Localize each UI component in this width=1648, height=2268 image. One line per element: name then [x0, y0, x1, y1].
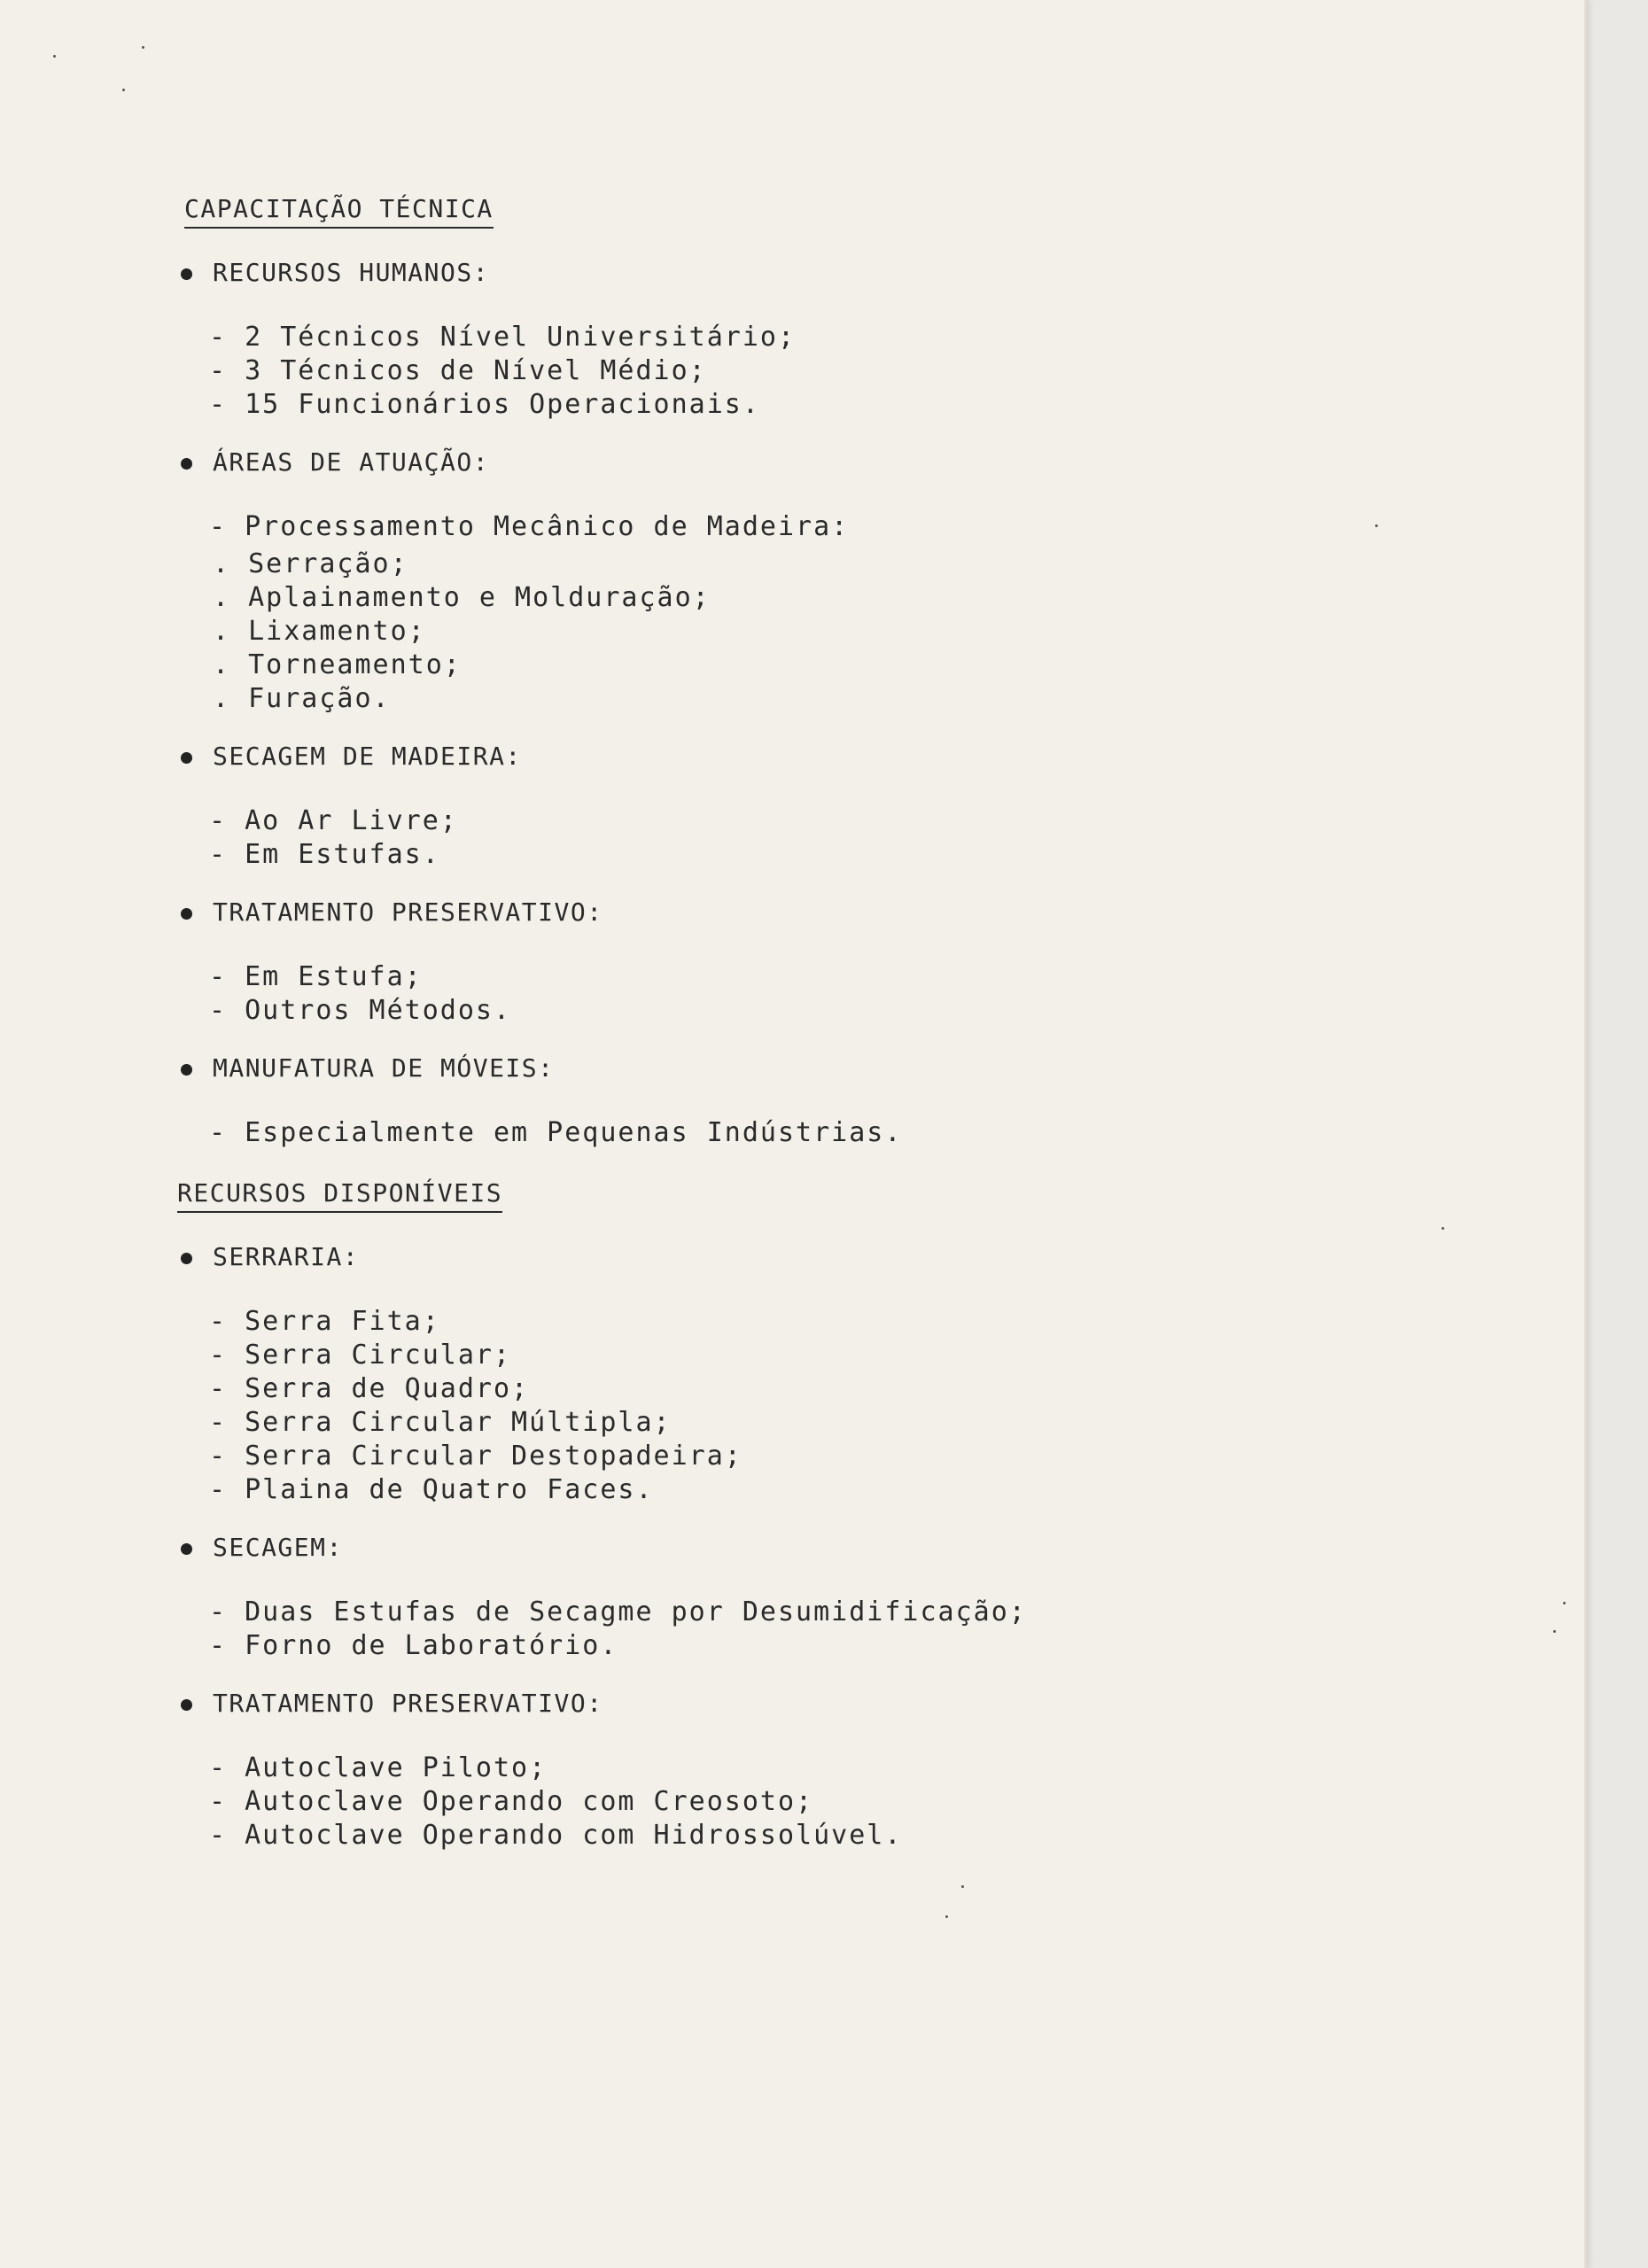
- list-item: - Serra Fita;: [209, 1305, 1418, 1339]
- page-edge: [1584, 0, 1588, 2268]
- list-item: - Processamento Mecânico de Madeira:: [209, 510, 1418, 544]
- group-title: SECAGEM DE MADEIRA:: [177, 739, 1418, 774]
- group-title: MANUFATURA DE MÓVEIS:: [177, 1051, 1418, 1086]
- group-title: RECURSOS HUMANOS:: [177, 255, 1418, 291]
- group-tratamento-preservativo-recursos: [177, 1686, 1418, 1852]
- sub-list-item: . Lixamento;: [213, 615, 1418, 649]
- item-list: [177, 1116, 1418, 1150]
- group-title: SERRARIA:: [177, 1239, 1418, 1275]
- list-item: - Serra Circular Múltipla;: [209, 1406, 1418, 1440]
- item-list: [177, 321, 1418, 422]
- item-list: [177, 804, 1418, 872]
- list-item: - Ao Ar Livre;: [209, 804, 1418, 838]
- item-list: [177, 960, 1418, 1028]
- group-areas-de-atuacao: [177, 445, 1418, 716]
- list-item: - Plaina de Quatro Faces.: [209, 1473, 1418, 1507]
- group-serraria: [177, 1239, 1418, 1507]
- section-capacitacao-tecnica: [177, 193, 1418, 1150]
- list-item: - Serra de Quadro;: [209, 1372, 1418, 1406]
- list-item: - Autoclave Piloto;: [209, 1751, 1418, 1785]
- list-item: - Especialmente em Pequenas Indústrias.: [209, 1116, 1418, 1150]
- list-item: - 15 Funcionários Operacionais.: [209, 388, 1418, 422]
- scan-speck: [1553, 1630, 1556, 1633]
- list-item: - Em Estufa;: [209, 960, 1418, 994]
- group-title: ÁREAS DE ATUAÇÃO:: [177, 445, 1418, 480]
- sub-item-list: [177, 548, 1418, 716]
- item-list: [177, 1596, 1418, 1663]
- group-manufatura-de-moveis: [177, 1051, 1418, 1150]
- group-title: TRATAMENTO PRESERVATIVO:: [177, 1686, 1418, 1721]
- sub-list-item: . Torneamento;: [213, 649, 1418, 682]
- group-tratamento-preservativo: [177, 895, 1418, 1028]
- list-item: - Forno de Laboratório.: [209, 1629, 1418, 1663]
- list-item: - Serra Circular;: [209, 1339, 1418, 1372]
- document-content: [177, 193, 1418, 1876]
- sub-list-item: . Serração;: [213, 548, 1418, 581]
- list-item: - Autoclave Operando com Creosoto;: [209, 1785, 1418, 1819]
- list-item: - Em Estufas.: [209, 838, 1418, 872]
- section-recursos-disponiveis: [177, 1173, 1418, 1852]
- scan-speck: [142, 46, 144, 49]
- section-heading: CAPACITAÇÃO TÉCNICA: [184, 194, 494, 229]
- scan-speck: [961, 1885, 964, 1888]
- list-item: - 3 Técnicos de Nível Médio;: [209, 354, 1418, 388]
- item-list: [177, 1751, 1418, 1852]
- group-secagem: [177, 1530, 1418, 1663]
- scan-speck: [53, 55, 56, 58]
- item-list: [177, 510, 1418, 544]
- sub-list-item: . Aplainamento e Molduração;: [213, 581, 1418, 615]
- group-recursos-humanos: [177, 255, 1418, 422]
- section-heading: RECURSOS DISPONÍVEIS: [177, 1178, 502, 1213]
- sub-list-item: . Furação.: [213, 682, 1418, 716]
- list-item: - Outros Métodos.: [209, 994, 1418, 1028]
- scan-speck: [1563, 1602, 1566, 1604]
- group-title: TRATAMENTO PRESERVATIVO:: [177, 895, 1418, 930]
- scan-speck: [945, 1915, 948, 1918]
- scan-speck: [122, 89, 125, 91]
- list-item: - Duas Estufas de Secagme por Desumidificação;: [209, 1596, 1418, 1629]
- list-item: - Serra Circular Destopadeira;: [209, 1440, 1418, 1473]
- group-title: SECAGEM:: [177, 1530, 1418, 1565]
- list-item: - Autoclave Operando com Hidrossolúvel.: [209, 1819, 1418, 1852]
- group-secagem-de-madeira: [177, 739, 1418, 872]
- scan-speck: [1442, 1227, 1444, 1230]
- list-item: - 2 Técnicos Nível Universitário;: [209, 321, 1418, 354]
- item-list: [177, 1305, 1418, 1507]
